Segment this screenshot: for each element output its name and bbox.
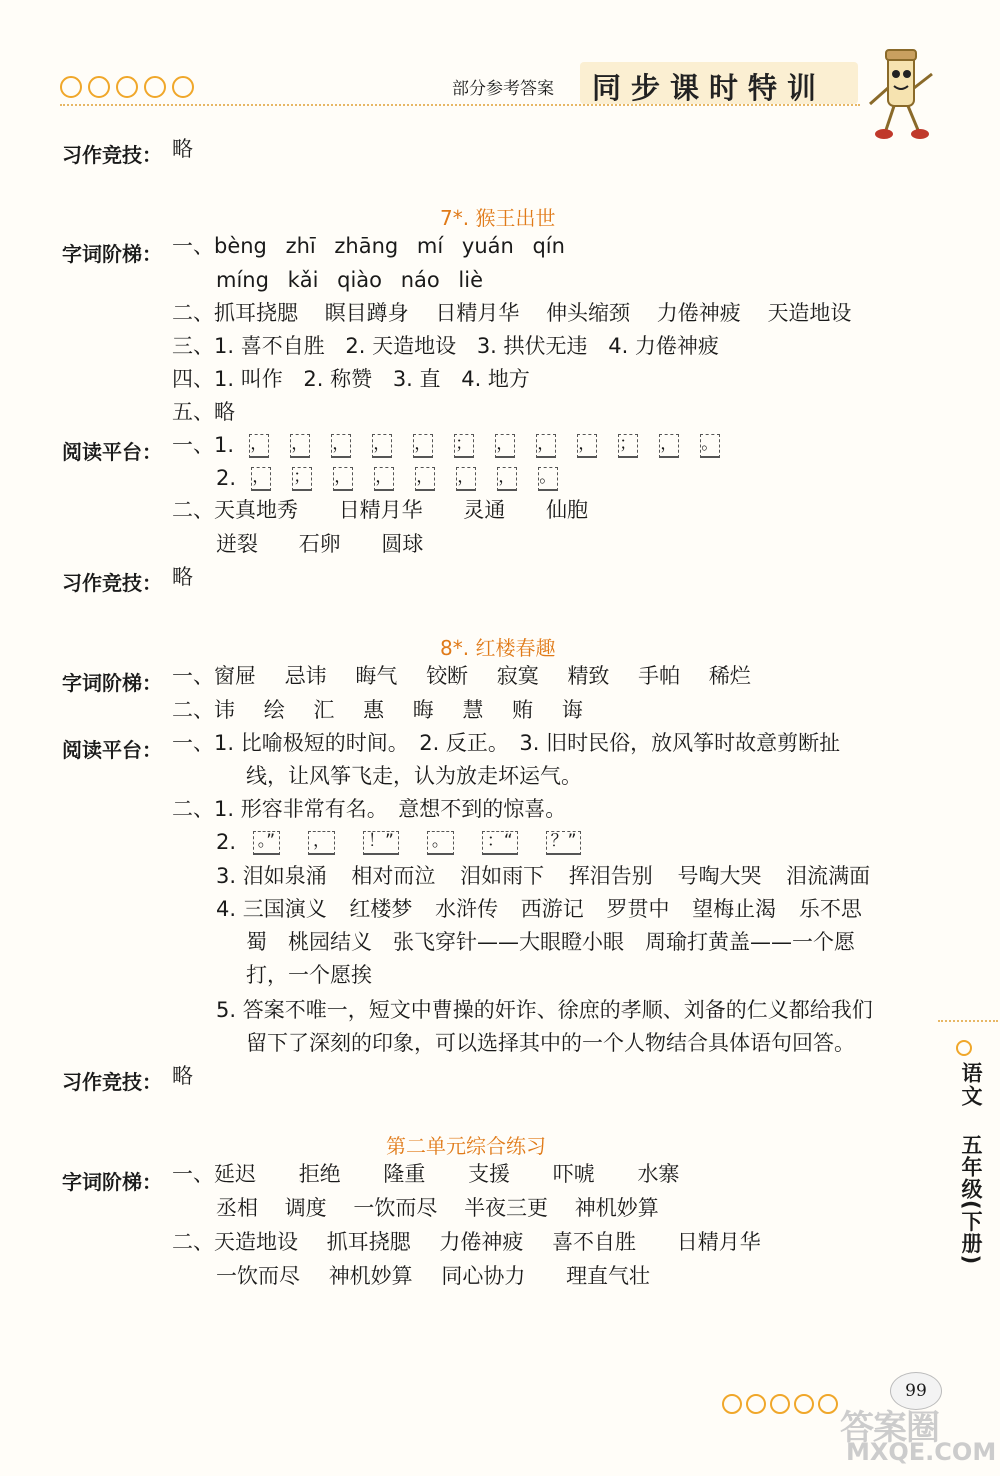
footer-circles (722, 1394, 838, 1414)
answer-item: 慧 (462, 698, 484, 722)
answer-item: 力倦神疲 (656, 301, 741, 325)
answer-item: 相对而泣 (351, 864, 436, 888)
answer-row (172, 303, 851, 324)
answer-item: 3. 泪如泉涌 (216, 864, 327, 888)
punct-box: ， (659, 434, 679, 458)
answer-item: 惠 (363, 698, 385, 722)
writing-answer: 略 (172, 1064, 193, 1088)
label-writing: 习作竞技： (62, 143, 162, 167)
header-label: 部分参考答案 (452, 79, 554, 99)
answer-item: 日精月华 (338, 498, 423, 522)
answer-row (172, 336, 719, 357)
answer-item: 灵通 (463, 498, 506, 522)
punct-box: ， (290, 434, 310, 458)
label-reading: 阅读平台： (62, 738, 162, 762)
answer-item: 一、窗屉 (172, 664, 256, 688)
label-vocab: 字词阶梯： (62, 242, 162, 266)
answer-item: 二、抓耳挠腮 (172, 301, 298, 325)
answer-row: 二、1. 形容非常有名。 意想不到的惊喜。 (172, 797, 567, 821)
answer-item: 一饮而尽 (216, 1264, 300, 1288)
answer-item: 四、1. 叫作 (172, 367, 283, 391)
watermark-url: MXQE.COM (846, 1438, 997, 1466)
answer-item: 红楼梦 (349, 897, 413, 921)
label-reading: 阅读平台： (62, 440, 162, 464)
answer-row (216, 534, 423, 555)
item-number: 一、1. (172, 433, 235, 457)
punct-row-1 (172, 434, 741, 458)
answer-item: 汇 (313, 698, 335, 722)
section-title-unit: 第二单元综合练习 (386, 1134, 546, 1158)
answer-item: 2. 天造地设 (345, 334, 457, 358)
answer-row: 五、略 (172, 400, 235, 424)
circle-deco (88, 76, 110, 98)
circle-deco (60, 76, 82, 98)
answer-row: 线，让风筝飞走，认为放走坏运气。 (246, 764, 582, 788)
answer-row (216, 866, 870, 887)
answer-item: 石卵 (298, 532, 341, 556)
answer-row (216, 1198, 659, 1219)
side-rule (938, 1020, 998, 1022)
answer-item: 圆球 (381, 532, 424, 556)
circle-deco (722, 1394, 742, 1414)
answer-item: 迸裂 (216, 532, 258, 556)
answer-item: 神机妙算 (328, 1264, 413, 1288)
punct-box: 。 (538, 467, 558, 491)
answer-item: 诲 (561, 698, 583, 722)
answer-item: 理直气壮 (566, 1264, 651, 1288)
answer-item: 西游记 (520, 897, 584, 921)
answer-item: 喜不自胜 (552, 1230, 637, 1254)
answer-item: 丞相 (216, 1196, 258, 1220)
answer-item: 3. 拱伏无违 (476, 334, 588, 358)
answer-row (172, 1164, 679, 1185)
side-grade: 五年级(下册) (959, 1134, 983, 1266)
answer-item: 号啕大哭 (677, 864, 762, 888)
watermark-logo: 答案圈 (840, 1408, 939, 1448)
circle-deco (746, 1394, 766, 1414)
pinyin-row-2: míng kǎi qiào náo liè (216, 268, 483, 292)
answer-item: 3. 直 (392, 367, 441, 391)
punct-box: ， (456, 467, 476, 491)
item-number: 2. (216, 466, 237, 490)
punct-box: 。 (700, 434, 720, 458)
punct-box: ， (249, 434, 269, 458)
answer-item: 日精月华 (435, 301, 520, 325)
answer-item: 泪流满面 (786, 864, 871, 888)
answer-item: 天造地设 (767, 301, 852, 325)
answer-item: 一饮而尽 (353, 1196, 438, 1220)
answer-item: 绘 (263, 698, 285, 722)
answer-row (216, 1266, 650, 1287)
label-vocab: 字词阶梯： (62, 671, 162, 695)
answer-row: 一、1. 比喻极短的时间。 2. 反正。 3. 旧时民俗，放风筝时故意剪断扯 (172, 731, 841, 755)
punct-box: ； (454, 434, 474, 458)
circle-deco (770, 1394, 790, 1414)
answer-item: 手帕 (638, 664, 681, 688)
answer-item: 精致 (567, 664, 610, 688)
page-number: 99 (890, 1372, 942, 1410)
answer-item: 望梅止渴 (692, 897, 777, 921)
answer-item: 吓唬 (552, 1162, 595, 1186)
circle-deco (116, 76, 138, 98)
answer-row: 蜀 桃园结义 张飞穿针——大眼瞪小眼 周瑜打黄盖——一个愿 (246, 930, 855, 954)
punct-box: ？” (546, 831, 582, 855)
punct-box: ， (251, 467, 271, 491)
punct-box: ：“ (482, 831, 518, 855)
answer-item: 二、讳 (172, 698, 235, 722)
punct-box: ， (374, 467, 394, 491)
answer-item: 二、天真地秀 (172, 498, 298, 522)
punct-row (216, 831, 609, 855)
circle-deco (956, 1040, 972, 1056)
answer-item: 三、1. 喜不自胜 (172, 334, 325, 358)
answer-row (216, 899, 862, 920)
answer-item: 忌讳 (284, 664, 327, 688)
punct-box: ， (333, 467, 353, 491)
label-writing: 习作竞技： (62, 1070, 162, 1094)
answer-item: 瞑目蹲身 (324, 301, 409, 325)
answer-item: 4. 地方 (461, 367, 530, 391)
answer-item: 挥泪告别 (568, 864, 653, 888)
punct-box: ； (618, 434, 638, 458)
answer-item: 4. 力倦神疲 (608, 334, 719, 358)
header-title: 同步课时特训 (592, 71, 827, 105)
punct-box: 。” (253, 831, 280, 855)
punct-box: 。 (427, 831, 454, 855)
punct-box: ， (415, 467, 435, 491)
answer-item: 贿 (512, 698, 534, 722)
answer-item: 伸头缩颈 (546, 301, 631, 325)
answer-item: 稀烂 (708, 664, 751, 688)
circle-deco (818, 1394, 838, 1414)
punct-box: ， (372, 434, 392, 458)
answer-item: 仙胞 (546, 498, 589, 522)
answer-item: 寂寞 (496, 664, 539, 688)
answer-item: 罗贯中 (606, 897, 670, 921)
answer-row: 5. 答案不唯一，短文中曹操的奸诈、徐庶的孝顺、刘备的仁义都给我们 (216, 998, 873, 1022)
pinyin-row-1: 一、bèng zhī zhāng mí yuán qín (172, 234, 565, 258)
answer-item: 调度 (284, 1196, 327, 1220)
answer-row (172, 700, 583, 721)
punct-box: ， (413, 434, 433, 458)
answer-item: 水浒传 (435, 897, 499, 921)
punct-box: ， (577, 434, 597, 458)
writing-answer: 略 (172, 565, 193, 589)
answer-item: 乐不思 (798, 897, 862, 921)
punct-box: ！” (363, 831, 399, 855)
side-subject: 语文 (959, 1062, 983, 1108)
answer-item: 水寨 (637, 1162, 680, 1186)
writing-answer: 略 (172, 137, 193, 161)
answer-item: 同心协力 (441, 1264, 526, 1288)
answer-row: 打，一个愿挨 (246, 963, 372, 987)
answer-item: 神机妙算 (574, 1196, 659, 1220)
answer-item: 拒绝 (298, 1162, 341, 1186)
section-title-7: 7*. 猴王出世 (440, 206, 556, 230)
section-title-8: 8*. 红楼春趣 (440, 636, 556, 660)
answer-item: 4. 三国演义 (216, 897, 327, 921)
answer-item: 力倦神疲 (439, 1230, 524, 1254)
answer-item: 泪如雨下 (460, 864, 545, 888)
answer-row (172, 369, 530, 390)
answer-item: 一、延迟 (172, 1162, 256, 1186)
punct-box: ， (497, 467, 517, 491)
answer-item: 抓耳挠腮 (326, 1230, 411, 1254)
answer-row (172, 666, 751, 687)
answer-item: 晦 (412, 698, 434, 722)
answer-item: 半夜三更 (464, 1196, 549, 1220)
answer-row (172, 500, 588, 521)
answer-row (172, 1232, 761, 1253)
answer-item: 晦气 (355, 664, 398, 688)
label-writing: 习作竞技： (62, 571, 162, 595)
item-number: 2. (216, 830, 237, 854)
punct-box: ， (331, 434, 351, 458)
punct-box: ， (495, 434, 515, 458)
punct-box: ， (308, 831, 335, 855)
answer-item: 隆重 (383, 1162, 426, 1186)
label-vocab: 字词阶梯： (62, 1170, 162, 1194)
circle-deco (794, 1394, 814, 1414)
punct-row-2 (216, 467, 579, 491)
answer-item: 二、天造地设 (172, 1230, 298, 1254)
header-circles (60, 76, 194, 98)
answer-item: 支援 (468, 1162, 511, 1186)
answer-item: 2. 称赞 (303, 367, 373, 391)
circle-deco (144, 76, 166, 98)
answer-item: 铰断 (426, 664, 469, 688)
punct-box: ； (292, 467, 312, 491)
answer-item: 日精月华 (676, 1230, 761, 1254)
punct-box: ， (536, 434, 556, 458)
answer-row: 留下了深刻的印象，可以选择其中的一个人物结合具体语句回答。 (246, 1031, 855, 1055)
pencil-mascot-icon (860, 44, 940, 144)
circle-deco (172, 76, 194, 98)
